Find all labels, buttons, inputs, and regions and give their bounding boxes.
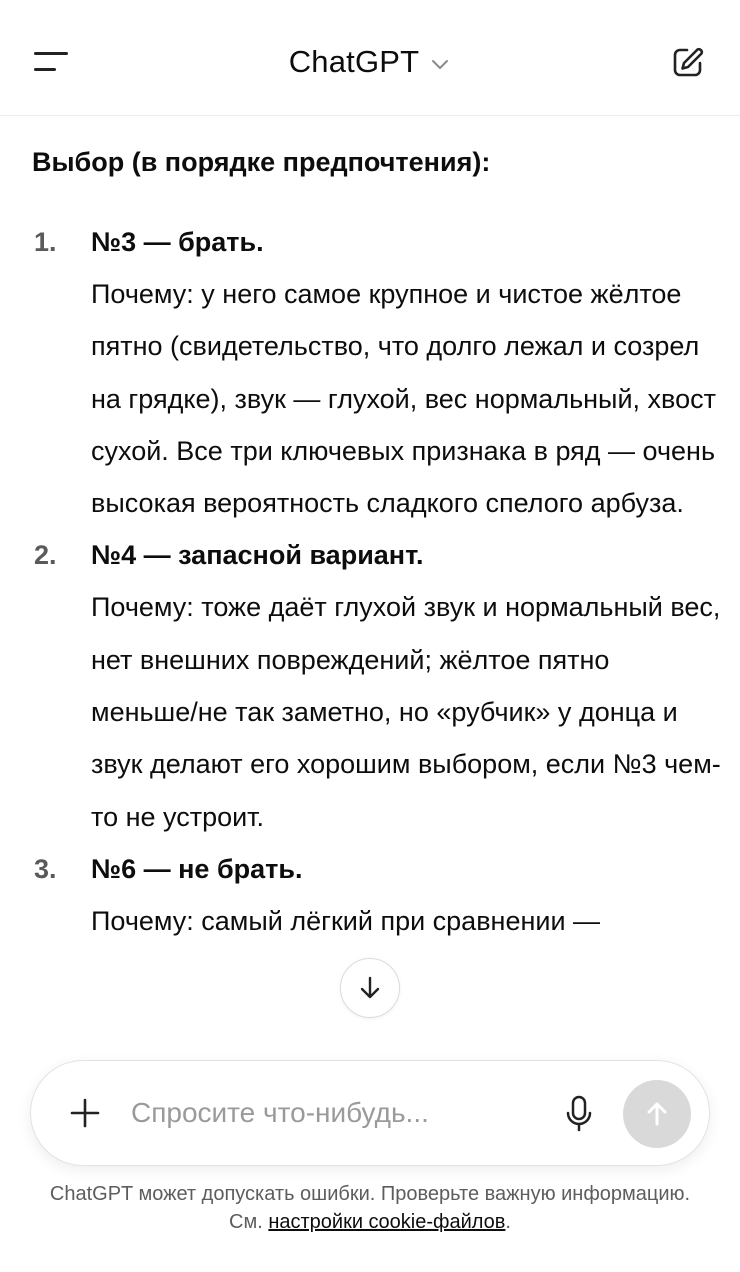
disclaimer-suffix: . bbox=[505, 1211, 511, 1233]
list-item-title: №4 — запасной вариант. bbox=[91, 540, 424, 571]
list-item-body: Почему: самый лёгкий при сравнении — bbox=[91, 905, 601, 936]
list-item-body: Почему: тоже даёт глухой звук и нормальный вес, нет внешних повреждений; жёлтое пятно меньше/не так заметно, но «рубчик» у донца и звук делают его хорошим выбором, если №3 чем-то не устроит. bbox=[91, 592, 721, 832]
scroll-down-button[interactable] bbox=[340, 958, 400, 1018]
list-item-body: Почему: у него самое крупное и чистое жёлтое пятно (свидетельство, что долго лежал и созрел на грядке), звук — глухой, вес нормальный, хвост сухой. Все три ключевых признака в ряд — очень высокая вероятность сладкого спелого арбуза. bbox=[91, 279, 716, 519]
ranked-list bbox=[0, 216, 740, 947]
composer bbox=[30, 1060, 710, 1166]
list-number: 2. bbox=[34, 540, 57, 571]
chevron-down-icon bbox=[429, 53, 451, 75]
app-title: ChatGPT bbox=[288, 44, 420, 79]
model-selector[interactable] bbox=[0, 40, 740, 84]
top-bar bbox=[0, 0, 740, 116]
list-item-title: №3 — брать. bbox=[91, 227, 264, 257]
arrow-down-icon bbox=[356, 974, 384, 1002]
cookie-settings-link[interactable]: настройки cookie-файлов bbox=[268, 1211, 506, 1233]
plus-icon[interactable] bbox=[67, 1095, 103, 1131]
list-item bbox=[0, 216, 740, 529]
message-area[interactable] bbox=[0, 116, 740, 1066]
list-number: 3. bbox=[34, 853, 57, 884]
message-heading: Выбор (в порядке предпочтения): bbox=[32, 147, 491, 177]
list-item bbox=[0, 529, 740, 842]
list-number: 1. bbox=[34, 227, 57, 257]
arrow-up-icon bbox=[642, 1099, 672, 1129]
disclaimer bbox=[40, 1180, 700, 1236]
edit-icon[interactable] bbox=[670, 44, 706, 80]
list-item bbox=[0, 843, 740, 947]
list-item-title: №6 — не брать. bbox=[91, 853, 303, 884]
prompt-input[interactable] bbox=[131, 1087, 531, 1139]
send-button[interactable] bbox=[623, 1080, 691, 1148]
disclaimer-text: ChatGPT может допускать ошибки. Проверьте важную информацию. См. bbox=[49, 1183, 691, 1233]
microphone-icon[interactable] bbox=[559, 1093, 599, 1135]
